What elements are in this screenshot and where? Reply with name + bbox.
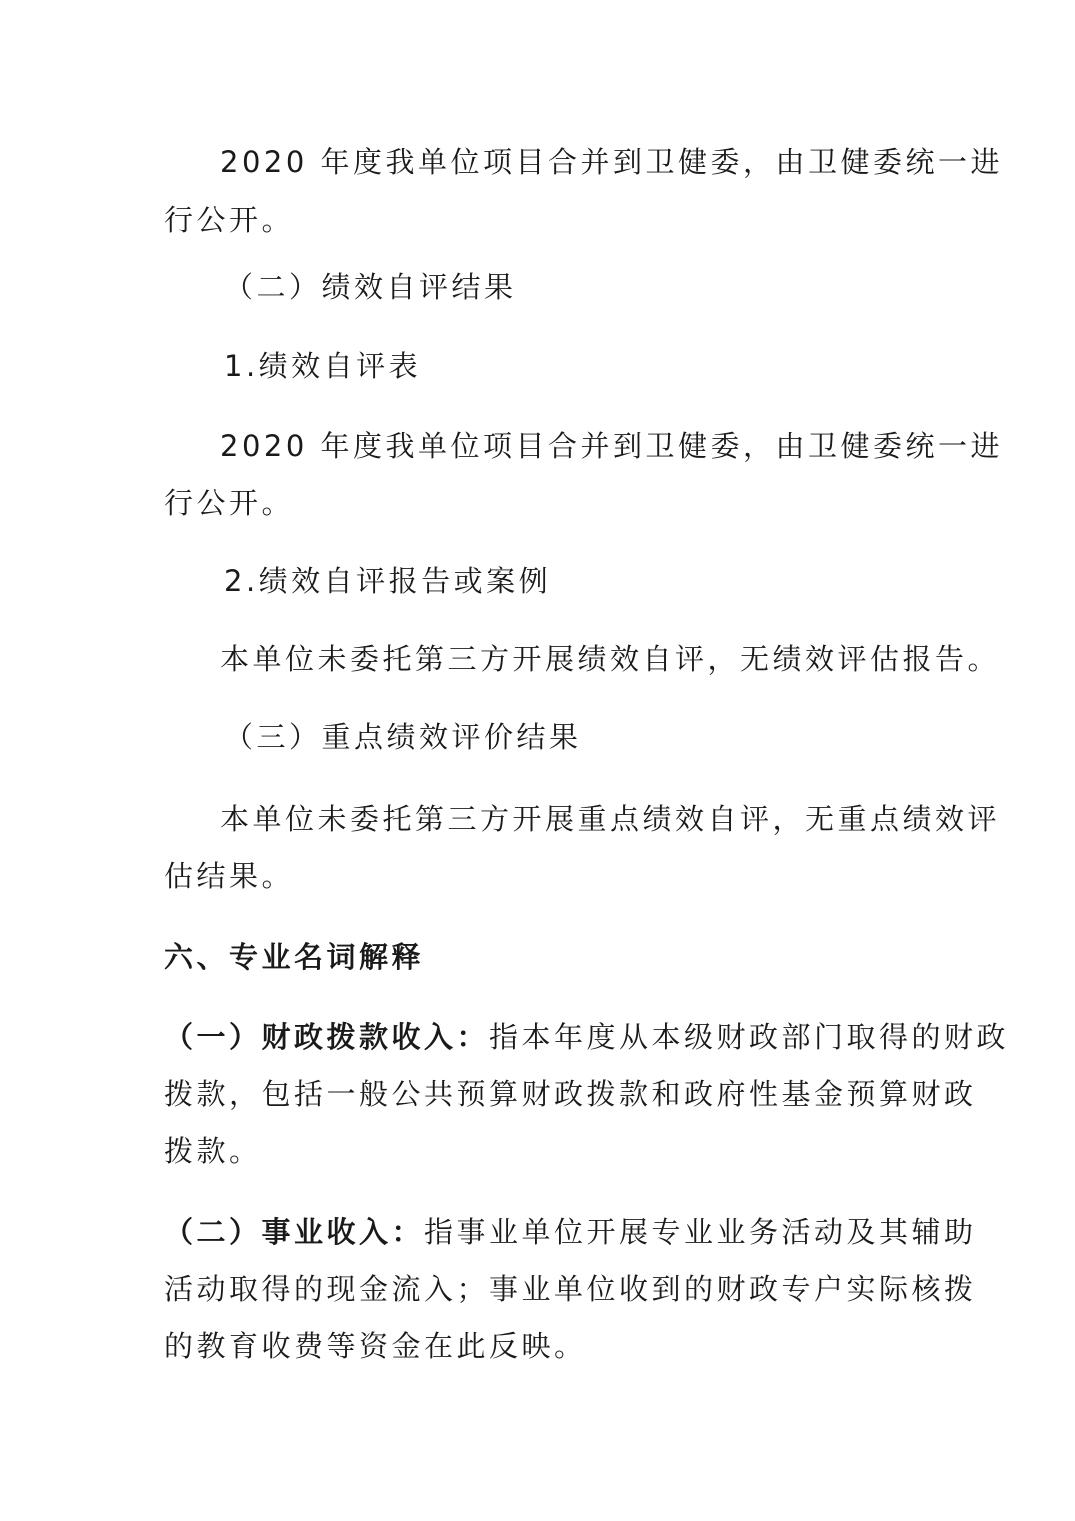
- section-title: 六、专业名词解释: [164, 940, 425, 974]
- definition-line: [164, 1212, 977, 1252]
- paragraph-line: 2020 年度我单位项目合并到卫健委，由卫健委统一进: [220, 145, 1004, 179]
- paragraph-line: 本单位未委托第三方开展绩效自评，无绩效评估报告。: [220, 642, 1001, 676]
- paragraph-line: 估结果。: [164, 859, 295, 893]
- definition-term: （二）事业收入：: [164, 1215, 425, 1249]
- paragraph-line: 行公开。: [164, 486, 295, 520]
- item-heading: 1.绩效自评表: [224, 349, 422, 383]
- definition-term: （一）财政拨款收入：: [164, 1020, 490, 1054]
- paragraph-line: 行公开。: [164, 203, 295, 237]
- subsection-heading: （二）绩效自评结果: [224, 270, 517, 304]
- definition-line: 拨款。: [164, 1134, 262, 1168]
- definition-line: 拨款，包括一般公共预算财政拨款和政府性基金预算财政: [164, 1077, 977, 1111]
- definition-text: 指本年度从本级财政部门取得的财政: [489, 1020, 1010, 1054]
- paragraph-line: 本单位未委托第三方开展重点绩效自评，无重点绩效评: [220, 802, 1001, 836]
- definition-text: 指事业单位开展专业业务活动及其辅助: [424, 1215, 977, 1249]
- item-heading: 2.绩效自评报告或案例: [224, 564, 552, 598]
- definition-line: 的教育收费等资金在此反映。: [164, 1329, 587, 1363]
- paragraph-line: 2020 年度我单位项目合并到卫健委，由卫健委统一进: [220, 429, 1004, 463]
- definition-line: 活动取得的现金流入；事业单位收到的财政专户实际核拨: [164, 1272, 977, 1306]
- subsection-heading: （三）重点绩效评价结果: [224, 720, 582, 754]
- definition-line: [164, 1017, 1010, 1057]
